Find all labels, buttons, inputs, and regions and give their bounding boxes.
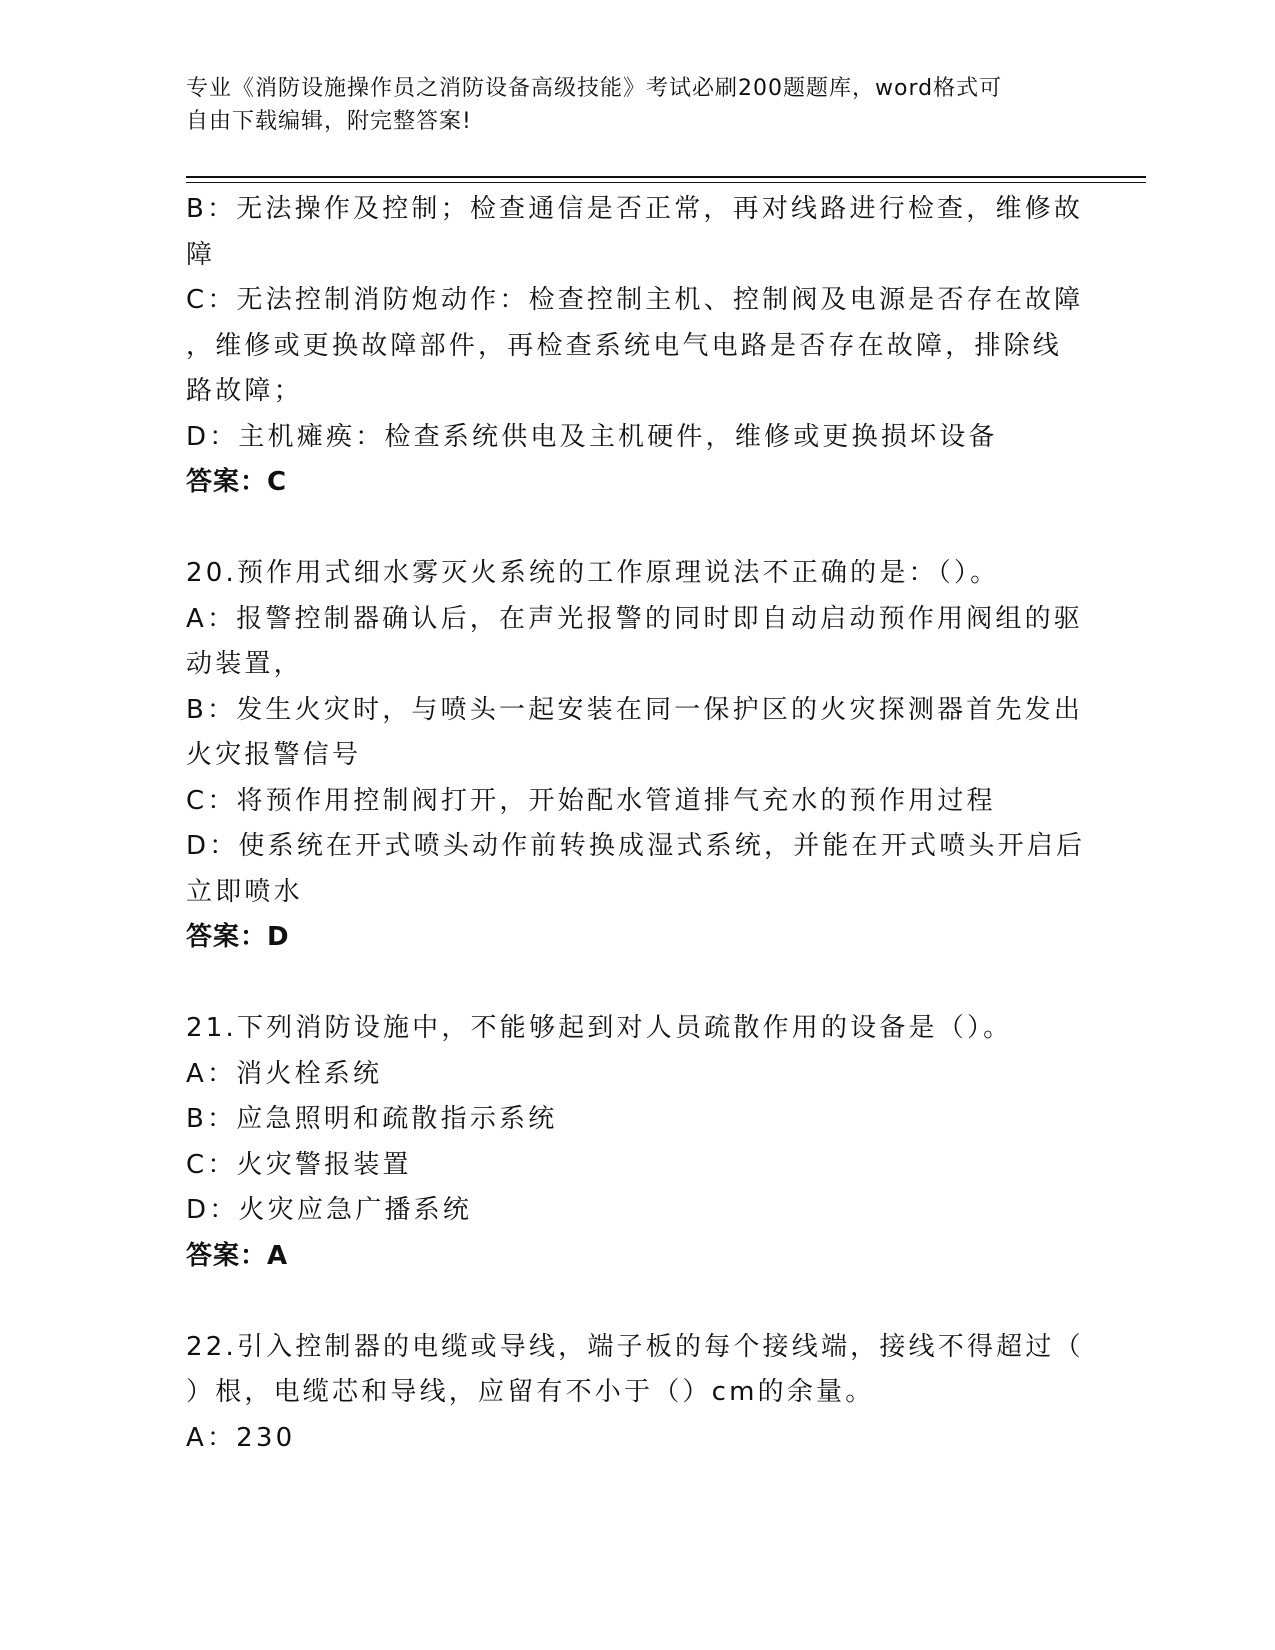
q20-option-b-line-2: 火灾报警信号 <box>186 740 362 770</box>
q19-option-b-line-1: B：无法操作及控制；检查通信是否正常，再对线路进行检查，维修故 <box>186 194 1084 224</box>
spacer <box>186 961 1086 1007</box>
q20-option-c-line-1: C：将预作用控制阀打开，开始配水管道排气充水的预作用过程 <box>186 785 996 816</box>
header-rule-thick <box>186 176 1146 178</box>
q21-option-d: D：火灾应急广播系统 <box>186 1195 473 1225</box>
q19-option-c-line-1: C：无法控制消防炮动作：检查控制主机、控制阀及电源是否存在故障 <box>186 285 1084 315</box>
q19-answer: 答案：C <box>186 467 288 497</box>
q19-option-c-line-2: ，维修或更换故障部件，再检查系统电气电路是否存在故障，排除线 <box>186 330 1063 361</box>
question-22-block <box>186 1325 1086 1462</box>
q20-answer: 答案：D <box>186 922 290 952</box>
q22-option-a: A：230 <box>186 1422 296 1453</box>
spacer <box>186 506 1086 552</box>
spacer <box>186 1279 1086 1325</box>
q21-answer: 答案：A <box>186 1240 289 1271</box>
q20-option-b-line-1: B：发生火灾时，与喷头一起安装在同一保护区的火灾探测器首先发出 <box>186 694 1084 725</box>
q20-option-a-line-2: 动装置， <box>186 649 303 679</box>
q21-option-c: C：火灾警报装置 <box>186 1149 412 1180</box>
header-line-2: 自由下载编辑，附完整答案! <box>186 109 472 134</box>
q19-option-d-line-1: D：主机瘫痪：检查系统供电及主机硬件，维修或更换损坏设备 <box>186 421 998 452</box>
q19-option-c-line-3: 路故障； <box>186 376 303 406</box>
document-header <box>186 72 1066 138</box>
q21-option-b: B：应急照明和疏散指示系统 <box>186 1104 558 1134</box>
q20-option-d-line-1: D：使系统在开式喷头动作前转换成湿式系统，并能在开式喷头开启后 <box>186 831 1086 861</box>
q22-question-line-1: 22.引入控制器的电缆或导线，端子板的每个接线端，接线不得超过（ <box>186 1331 1084 1362</box>
q20-question: 20.预作用式细水雾灭火系统的工作原理说法不正确的是：（）。 <box>186 558 1000 588</box>
question-20-block <box>186 551 1086 961</box>
question-21-block <box>186 1006 1086 1279</box>
header-rule-thin <box>186 182 1146 183</box>
q20-option-d-line-2: 立即喷水 <box>186 876 303 907</box>
header-line-1: 专业《消防设施操作员之消防设备高级技能》考试必刷200题题库，word格式可 <box>186 76 1003 101</box>
q19-option-b-line-2: 障 <box>186 239 216 270</box>
q21-question: 21.下列消防设施中，不能够起到对人员疏散作用的设备是（）。 <box>186 1013 1013 1043</box>
q22-question-line-2: ）根，电缆芯和导线，应留有不小于（）cm的余量。 <box>186 1377 875 1407</box>
q20-option-a-line-1: A：报警控制器确认后，在声光报警的同时即自动启动预作用阀组的驱 <box>186 603 1083 634</box>
q21-option-a: A：消火栓系统 <box>186 1058 383 1089</box>
question-content <box>186 187 1086 1461</box>
question-19-block <box>186 187 1086 506</box>
